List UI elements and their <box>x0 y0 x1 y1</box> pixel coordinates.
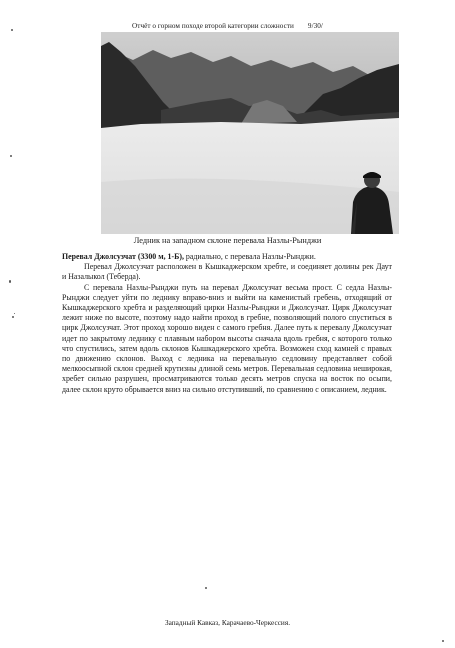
scan-speck <box>205 587 207 589</box>
scan-speck <box>14 313 15 314</box>
glacier-photo <box>101 32 399 234</box>
section-title-bold: Перевал Джолсузчат (3300 м, 1-Б), <box>62 252 184 261</box>
scan-speck <box>442 640 444 642</box>
photo-caption: Ледник на западном склоне перевала Назлы-Рынджи <box>133 236 322 245</box>
header-title: Отчёт о горном походе второй категории сложности <box>132 22 294 30</box>
page-number: 9/30/ <box>307 22 323 30</box>
section-title-rest: радиально, с перевала Назлы-Рынджи. <box>183 252 316 261</box>
scan-speck <box>10 155 12 157</box>
section-body <box>62 252 392 395</box>
page-header <box>0 22 455 30</box>
page-footer: Западный Кавказ, Карачаево-Черкессия. <box>164 618 291 627</box>
glacier-photo-image <box>101 32 399 234</box>
paragraph: Перевал Джолсузчат расположен в Кышкаджерском хребте, и соединяет долины рек Даут и Назалыкол (Теберда). <box>62 262 392 282</box>
paragraph: С перевала Назлы-Рынджи путь на перевал Джолсузчат весьма прост. С седла Назлы-Рынджи следует уйти по леднику вправо-вниз и выйти на каменистый гребень, отходящий от Кышкаджерского хребта и разделяющий цирки Назлы-Рынджи и Джолсузчат. Цирк Джолсузчат лежит ниже по высоте, поэтому надо найти проход в гребне, позволяющий полого спуститься в цирк Джолсузчат. Этот проход хорошо виден с самого гребня. Далее путь к перевалу Джолсузчат идет по закрытому леднику с плавным набором высоты сначала вдоль гребня, с которого только что спустились, затем вдоль склонов Кышкаджерского хребта. Возможен сход камней с правых по движению склонов. Выход с ледника на перевальную седловину представляет собой мелкоосыпной склон средней крутизны длиной семь метров. Перевальная седловина неширокая, хребет сильно разрушен, просматриваются только десять метров спуска на восток по осыпи, далее склон круто обрывается вниз на сильно отступивший, по сравнению с описанием, ледник. <box>62 282 392 394</box>
scan-speck <box>11 29 13 31</box>
section-title <box>62 252 392 262</box>
scan-speck <box>12 316 14 318</box>
scan-speck <box>9 280 11 283</box>
